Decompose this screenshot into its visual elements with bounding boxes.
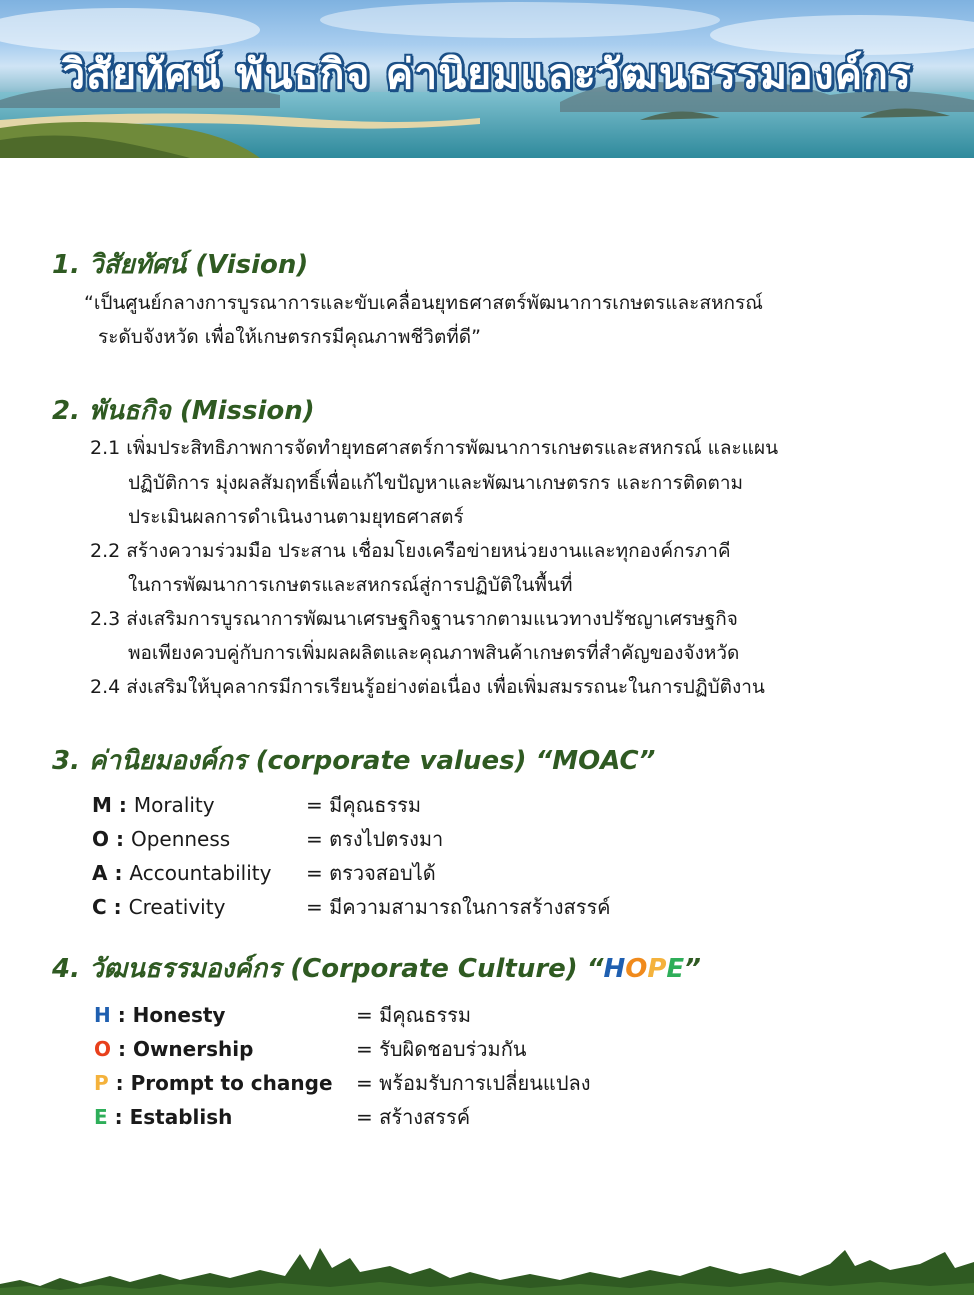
value-meaning: = มีความสามารถในการสร้างสรรค์ [306, 895, 611, 919]
hope-letter-h: H [603, 954, 626, 984]
value-name: Accountability [129, 861, 272, 885]
value-name: Openness [130, 827, 231, 851]
culture-meaning: = มีคุณธรรม [356, 1003, 472, 1027]
values-heading: 3. ค่านิยมองค์กร (corporate values) “MOAC” [52, 746, 656, 776]
mission-heading: 2. พันธกิจ (Mission) [52, 396, 315, 426]
mission-line: พอเพียงควบคู่กับการเพิ่มผลผลิตและคุณภาพสินค้าเกษตรที่สำคัญของจังหวัด [128, 642, 740, 664]
value-meaning: = มีคุณธรรม [306, 793, 422, 817]
vision-heading: 1. วิสัยทัศน์ (Vision) [52, 250, 309, 280]
culture-letter: O [94, 1037, 112, 1061]
culture-letter: E [94, 1105, 108, 1129]
culture-label: : Honesty [110, 1003, 226, 1027]
header-banner [0, 0, 974, 158]
hope-letter-p: P [647, 954, 667, 984]
culture-meaning: = สร้างสรรค์ [356, 1105, 471, 1129]
hope-letter-e: E [666, 954, 685, 984]
value-separator: : [106, 895, 129, 919]
culture-letter: H [94, 1003, 111, 1027]
culture-meaning: = รับผิดชอบร่วมกัน [356, 1037, 527, 1061]
value-letter: C [92, 895, 107, 919]
grass-border-decoration [0, 1240, 974, 1295]
value-letter: O [92, 827, 110, 851]
mission-line: ประเมินผลการดำเนินงานตามยุทธศาสตร์ [128, 506, 464, 528]
banner-title: วิสัยทัศน์ พันธกิจ ค่านิยมและวัฒนธรรมองค์กร [62, 50, 912, 98]
culture-label: : Prompt to change [108, 1071, 333, 1095]
culture-label: : Ownership [111, 1037, 254, 1061]
mission-line: ปฏิบัติการ มุ่งผลสัมฤทธิ์เพื่อแก้ไขปัญหาและพัฒนาเกษตรกร และการติดตาม [128, 472, 744, 494]
hope-letter-o: O [625, 954, 648, 984]
value-separator: : [107, 861, 130, 885]
culture-meaning: = พร้อมรับการเปลี่ยนแปลง [356, 1071, 591, 1095]
value-meaning: = ตรงไปตรงมา [306, 827, 444, 851]
culture-heading [52, 948, 701, 989]
mission-line: ในการพัฒนาการเกษตรและสหกรณ์สู่การปฏิบัติในพื้นที่ [128, 574, 573, 596]
value-separator: : [109, 827, 131, 851]
value-meaning: = ตรวจสอบได้ [306, 861, 436, 885]
value-letter: A [92, 861, 108, 885]
vision-line-2: ระดับจังหวัด เพื่อให้เกษตรกรมีคุณภาพชีวิตที่ดี” [98, 326, 481, 348]
culture-letter: P [94, 1071, 109, 1095]
mission-line: 2.3 ส่งเสริมการบูรณาการพัฒนาเศรษฐกิจฐานรากตามแนวทางปรัชญาเศรษฐกิจ [90, 608, 738, 630]
value-letter: M [92, 793, 112, 817]
value-name: Morality [133, 793, 215, 817]
mission-line: 2.4 ส่งเสริมให้บุคลากรมีการเรียนรู้อย่างต่อเนื่อง เพื่อเพิ่มสมรรถนะในการปฏิบัติงาน [90, 676, 765, 698]
value-name: Creativity [128, 895, 226, 919]
culture-heading-suffix: ” [684, 954, 701, 984]
value-separator: : [111, 793, 134, 817]
mission-line: 2.1 เพิ่มประสิทธิภาพการจัดทำยุทธศาสตร์การพัฒนาการเกษตรและสหกรณ์ และแผน [90, 437, 779, 459]
vision-line-1: “เป็นศูนย์กลางการบูรณาการและขับเคลื่อนยุทธศาสตร์พัฒนาการเกษตรและสหกรณ์ [84, 292, 763, 314]
culture-heading-prefix: 4. วัฒนธรรมองค์กร (Corporate Culture) “ [52, 954, 604, 984]
culture-label: : Establish [107, 1105, 233, 1129]
mission-line: 2.2 สร้างความร่วมมือ ประสาน เชื่อมโยงเครือข่ายหน่วยงานและทุกองค์กรภาคี [90, 540, 731, 562]
